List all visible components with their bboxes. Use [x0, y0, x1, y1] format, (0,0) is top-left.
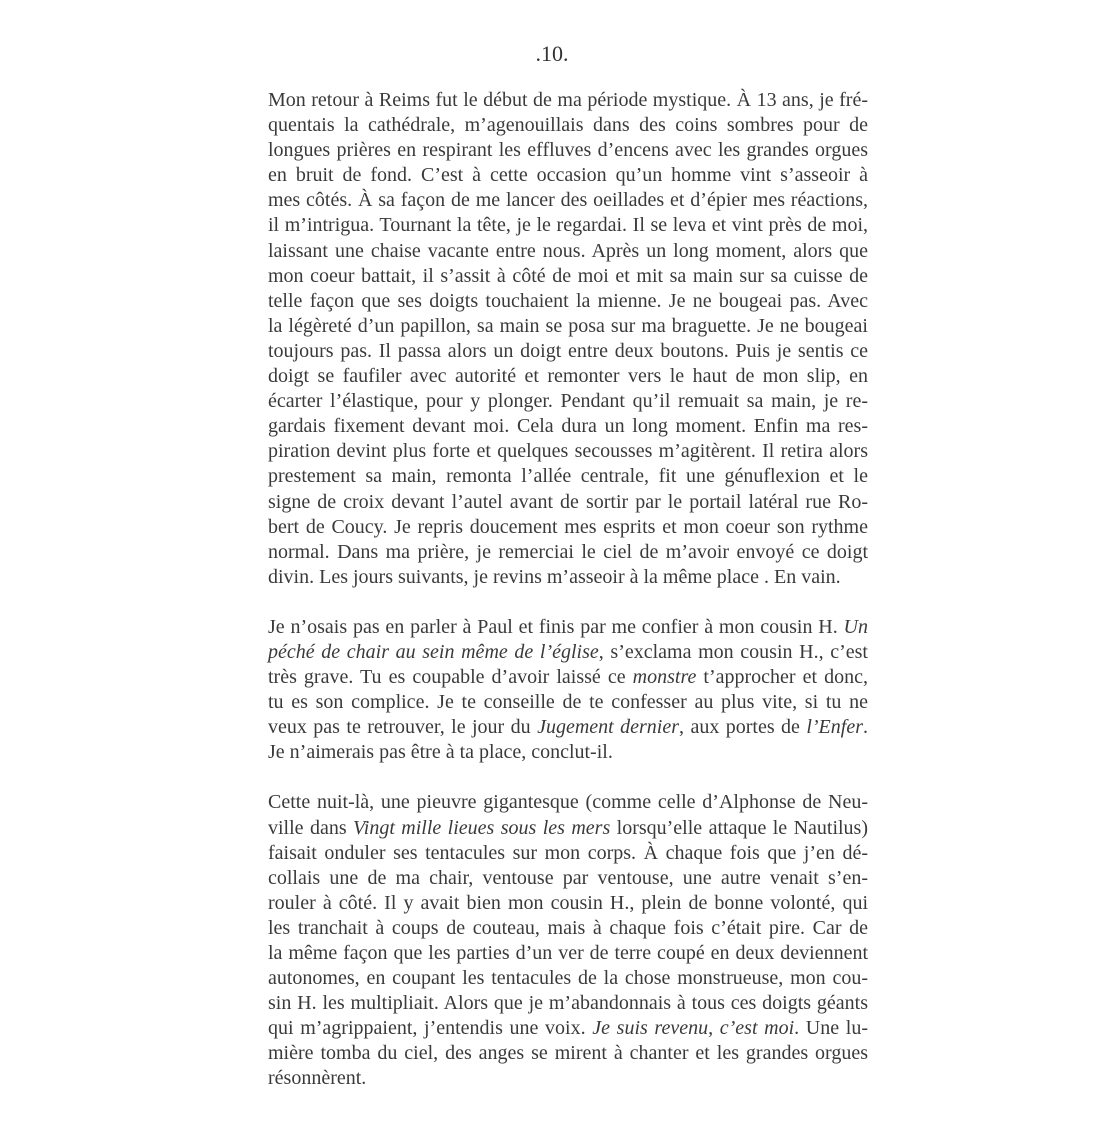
text-run: normal. Dans ma prière, je remerciai le ciel de m’avoir envoyé ce doigt	[268, 540, 868, 563]
paragraph-1-line	[268, 439, 868, 464]
text-run: rouler à côté. Il y avait bien mon cousin H., plein de bonne volonté, qui	[268, 891, 868, 914]
text-run: gardais fixement devant moi. Cela dura un long moment. Enfin ma res-	[268, 415, 868, 438]
text-run: , aux portes de	[679, 716, 807, 739]
paragraph-2-line	[268, 640, 868, 665]
italic-text: péché de chair au sein même de l’église	[268, 640, 599, 663]
italic-text: Un	[843, 615, 868, 638]
paragraph-1-line	[268, 389, 868, 414]
text-run: longues prières en respirant les effluves d’encens avec les grandes orgues	[268, 139, 868, 162]
italic-text: Je suis revenu, c’est moi	[592, 1017, 795, 1040]
paragraph-3-line	[268, 816, 868, 841]
paragraph-1-line	[268, 540, 868, 565]
paragraph-2-line	[268, 740, 868, 765]
text-run: Je n’osais pas en parler à Paul et finis par me confier à mon cousin H.	[268, 615, 844, 638]
text-run: , s’exclama mon cousin H., c’est	[598, 640, 868, 663]
paragraph-1-line	[268, 339, 868, 364]
text-run: la légèreté d’un papillon, sa main se posa sur ma braguette. Je ne bougeai	[268, 314, 868, 337]
paragraph-3-line	[268, 866, 868, 891]
paragraph-1-line	[268, 289, 868, 314]
text-run: laissant une chaise vacante entre nous. Après un long moment, alors que	[268, 239, 868, 262]
text-run: t’approcher et donc,	[696, 666, 868, 689]
paragraph-3-line	[268, 841, 868, 866]
text-run: veux pas te retrouver, le jour du	[268, 716, 538, 739]
paragraph-2-line	[268, 615, 868, 640]
paragraph-1-line	[268, 188, 868, 213]
text-run: quentais la cathédrale, m’agenouillais dans des coins sombres pour de	[268, 114, 868, 137]
paragraph-2-line	[268, 715, 868, 740]
text-run: Cette nuit-là, une pieuvre gigantesque (comme celle d’Alphonse de Neu-	[268, 791, 868, 814]
text-run: signe de croix devant l’autel avant de sortir par le portail latéral rue Ro-	[268, 490, 868, 513]
paragraph-1-line	[268, 314, 868, 339]
text-run: doigt se faufiler avec autorité et remonter vers le haut de mon slip, en	[268, 365, 868, 388]
text-run: divin. Les jours suivants, je revins m’asseoir à la même place . En vain.	[268, 565, 841, 588]
paragraph-3-line	[268, 916, 868, 941]
paragraph-3-line	[268, 966, 868, 991]
text-run: prestement sa main, remonta l’allée centrale, fit une génuflexion et le	[268, 465, 868, 488]
text-run: bert de Coucy. Je repris doucement mes esprits et mon coeur son rythme	[268, 515, 868, 538]
text-run: autonomes, en coupant les tentacules de la chose monstrueuse, mon cou-	[268, 967, 868, 990]
paragraph-3-line	[268, 1066, 868, 1091]
text-run: . Une lu-	[794, 1017, 868, 1040]
page-number: .10.	[535, 41, 569, 66]
paragraph-1-line	[268, 239, 868, 264]
paragraph-1-line	[268, 264, 868, 289]
paragraph-3-line	[268, 790, 868, 815]
text-run: très grave. Tu es coupable d’avoir laissé ce	[268, 666, 633, 689]
italic-text: Vingt mille lieues sous les mers	[353, 816, 611, 839]
body-text	[268, 88, 868, 1092]
text-run: sin H. les multipliait. Alors que je m’abandonnais à tous ces doigts géants	[268, 992, 868, 1015]
paragraph-1-line	[268, 414, 868, 439]
text-run: qui m’agrippaient, j’entendis une voix.	[268, 1017, 593, 1040]
paragraph-1-line	[268, 163, 868, 188]
text-run: résonnèrent.	[268, 1067, 367, 1090]
paragraph-1-line	[268, 490, 868, 515]
paragraph-1-line	[268, 515, 868, 540]
text-run: telle façon que ses doigts touchaient la mienne. Je ne bougeai pas. Avec	[268, 289, 868, 312]
paragraph-1-line	[268, 364, 868, 389]
text-run: Je n’aimerais pas être à ta place, conclut-il.	[268, 741, 613, 764]
italic-text: monstre	[632, 666, 697, 689]
paragraph-3-line	[268, 1016, 868, 1041]
paragraph-1-line	[268, 113, 868, 138]
text-run: mon coeur battait, il s’assit à côté de moi et mit sa main sur sa cuisse de	[268, 264, 868, 287]
text-run: .	[863, 716, 868, 739]
text-run: lorsqu’elle attaque le Nautilus)	[610, 816, 869, 839]
paragraph-3-line	[268, 941, 868, 966]
paragraph-3-line	[268, 991, 868, 1016]
text-run: collais une de ma chair, ventouse par ventouse, une autre venait s’en-	[268, 866, 868, 889]
paragraph-2-line	[268, 690, 868, 715]
text-run: écarter l’élastique, pour y plonger. Pendant qu’il remuait sa main, je re-	[268, 390, 868, 413]
text-run: Mon retour à Reims fut le début de ma période mystique. À 13 ans, je fré-	[268, 89, 868, 111]
text-run: piration devint plus forte et quelques secousses m’agitèrent. Il retira alors	[268, 440, 868, 463]
text-run: faisait onduler ses tentacules sur mon corps. À chaque fois que j’en dé-	[268, 841, 868, 864]
paragraph-3-line	[268, 891, 868, 916]
paragraph-1-line	[268, 464, 868, 489]
text-run: les tranchait à coups de couteau, mais à chaque fois c’était pire. Car de	[268, 916, 868, 939]
paragraph-1-line	[268, 565, 868, 590]
paragraph-1-line	[268, 88, 868, 113]
text-run: il m’intrigua. Tournant la tête, je le regardai. Il se leva et vint près de moi,	[268, 214, 868, 237]
text-run: en bruit de fond. C’est à cette occasion qu’un homme vint s’asseoir à	[268, 164, 868, 187]
text-run: toujours pas. Il passa alors un doigt entre deux boutons. Puis je sentis ce	[268, 339, 868, 362]
text-run: ville dans	[268, 816, 354, 839]
text-run: mière tomba du ciel, des anges se mirent à chanter et les grandes orgues	[268, 1042, 868, 1065]
italic-text: l’Enfer	[806, 716, 863, 739]
paragraph-1-line	[268, 138, 868, 163]
paragraph-1-line	[268, 213, 868, 238]
text-run: tu es son complice. Je te conseille de te confesser au plus vite, si tu ne	[268, 691, 868, 714]
text-run: mes côtés. À sa façon de me lancer des oeillades et d’épier mes réactions,	[268, 189, 868, 212]
text-run: la même façon que les parties d’un ver de terre coupé en deux deviennent	[268, 942, 868, 964]
paragraph-3-line	[268, 1041, 868, 1066]
italic-text: Jugement dernier	[537, 716, 680, 739]
paragraph-2-line	[268, 665, 868, 690]
